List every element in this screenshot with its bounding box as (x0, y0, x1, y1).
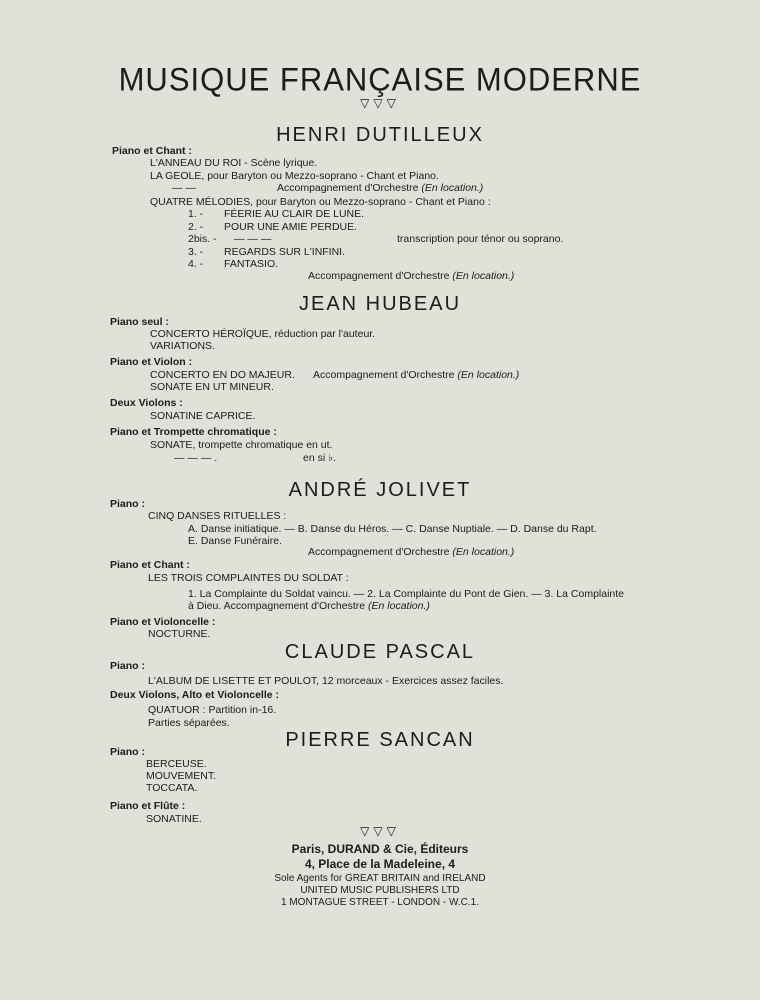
work-title: NOCTURNE. (148, 628, 211, 640)
category-label: Piano : (110, 746, 146, 758)
work-title: Parties séparées. (148, 717, 230, 729)
work-title: LES TROIS COMPLAINTES DU SOLDAT : (148, 572, 349, 584)
category-label: Piano : (110, 498, 146, 510)
ornament-triangles: ▽▽▽ (360, 824, 400, 838)
agents-address: 1 MONTAGUE STREET - LONDON - W.C.1. (281, 897, 479, 908)
song-title: REGARDS SUR L'INFINI. (224, 246, 346, 258)
ditto-dashes: — — — (234, 233, 272, 245)
work-title: en si ♭. (303, 452, 336, 464)
song-title: FANTASIO. (224, 258, 279, 270)
song-title: transcription pour ténor ou soprano. (397, 233, 564, 245)
category-label: Piano et Flûte : (110, 800, 186, 812)
complaint-list: à Dieu. Accompagnement d'Orchestre (En location.) (188, 600, 430, 612)
work-title: LA GEOLE, pour Baryton ou Mezzo-soprano - Chant et Piano. (150, 170, 439, 182)
item-number: 1. - (188, 208, 204, 220)
orchestra-note: Accompagnement d'Orchestre (En location.) (277, 182, 484, 194)
composer-heading-jolivet: ANDRÉ JOLIVET (288, 479, 472, 501)
work-title: L'ANNEAU DU ROI - Scène lyrique. (150, 157, 318, 169)
dance-list: A. Danse initiatique. — B. Danse du Héros. — C. Danse Nuptiale. — D. Danse du Rapt. (188, 523, 597, 535)
category-label: Piano et Chant : (112, 145, 192, 157)
work-title: TOCCATA. (146, 782, 198, 794)
work-title: VARIATIONS. (150, 340, 215, 352)
agents-company: UNITED MUSIC PUBLISHERS LTD (300, 885, 460, 896)
category-label: Piano et Trompette chromatique : (110, 426, 277, 438)
composer-heading-sancan: PIERRE SANCAN (285, 729, 475, 751)
category-label: Deux Violons : (110, 397, 183, 409)
composer-heading-pascal: CLAUDE PASCAL (284, 641, 476, 663)
work-title: QUATUOR : Partition in-16. (148, 704, 277, 716)
publisher-name: Paris, DURAND & Cie, Éditeurs (291, 842, 469, 856)
work-title: BERCEUSE. (146, 758, 207, 770)
ditto-dashes: — — (172, 182, 196, 194)
page-title: MUSIQUE FRANÇAISE MODERNE (118, 61, 642, 98)
dance-list: E. Danse Funéraire. (188, 535, 282, 547)
orchestra-note: Accompagnement d'Orchestre (En location.) (313, 369, 520, 381)
category-label: Piano et Chant : (110, 559, 190, 571)
work-title: CINQ DANSES RITUELLES : (148, 510, 287, 522)
item-number: 2bis. - (188, 233, 217, 245)
category-label: Piano seul : (110, 316, 169, 328)
category-label: Piano et Violoncelle : (110, 616, 216, 628)
work-title: CONCERTO HÉROÏQUE, réduction par l'auteur. (150, 328, 376, 340)
composer-heading-hubeau: JEAN HUBEAU (298, 293, 462, 315)
work-title: SONATINE CAPRICE. (150, 410, 256, 422)
item-number: 4. - (188, 258, 204, 270)
orchestra-note: Accompagnement d'Orchestre (En location.) (308, 270, 515, 282)
work-title: SONATE, trompette chromatique en ut. (150, 439, 333, 451)
song-title: POUR UNE AMIE PERDUE. (224, 221, 358, 233)
work-title: L'ALBUM DE LISETTE ET POULOT, 12 morceaux - Exercices assez faciles. (148, 675, 504, 687)
work-title: MOUVEMENT. (146, 770, 217, 782)
work-title: QUATRE MÉLODIES, pour Baryton ou Mezzo-soprano - Chant et Piano : (150, 196, 491, 208)
item-number: 2. - (188, 221, 204, 233)
category-label: Piano : (110, 660, 146, 672)
composer-heading-dutilleux: HENRI DUTILLEUX (276, 124, 484, 146)
complaint-list: 1. La Complainte du Soldat vaincu. — 2. La Complainte du Pont de Gien. — 3. La Complainte (188, 588, 625, 600)
work-title: SONATINE. (146, 813, 202, 825)
ditto-dashes: — — — . (174, 452, 218, 464)
song-title: FÉERIE AU CLAIR DE LUNE. (224, 208, 365, 220)
publisher-address: 4, Place de la Madeleine, 4 (304, 857, 456, 871)
orchestra-note: Accompagnement d'Orchestre (En location.) (308, 546, 515, 558)
item-number: 3. - (188, 246, 204, 258)
agents-line: Sole Agents for GREAT BRITAIN and IRELAND (274, 873, 486, 884)
category-label: Deux Violons, Alto et Violoncelle : (110, 689, 280, 701)
category-label: Piano et Violon : (110, 356, 193, 368)
work-title: CONCERTO EN DO MAJEUR. (150, 369, 295, 381)
ornament-triangles: ▽▽▽ (360, 96, 400, 110)
work-title: SONATE EN UT MINEUR. (150, 381, 274, 393)
